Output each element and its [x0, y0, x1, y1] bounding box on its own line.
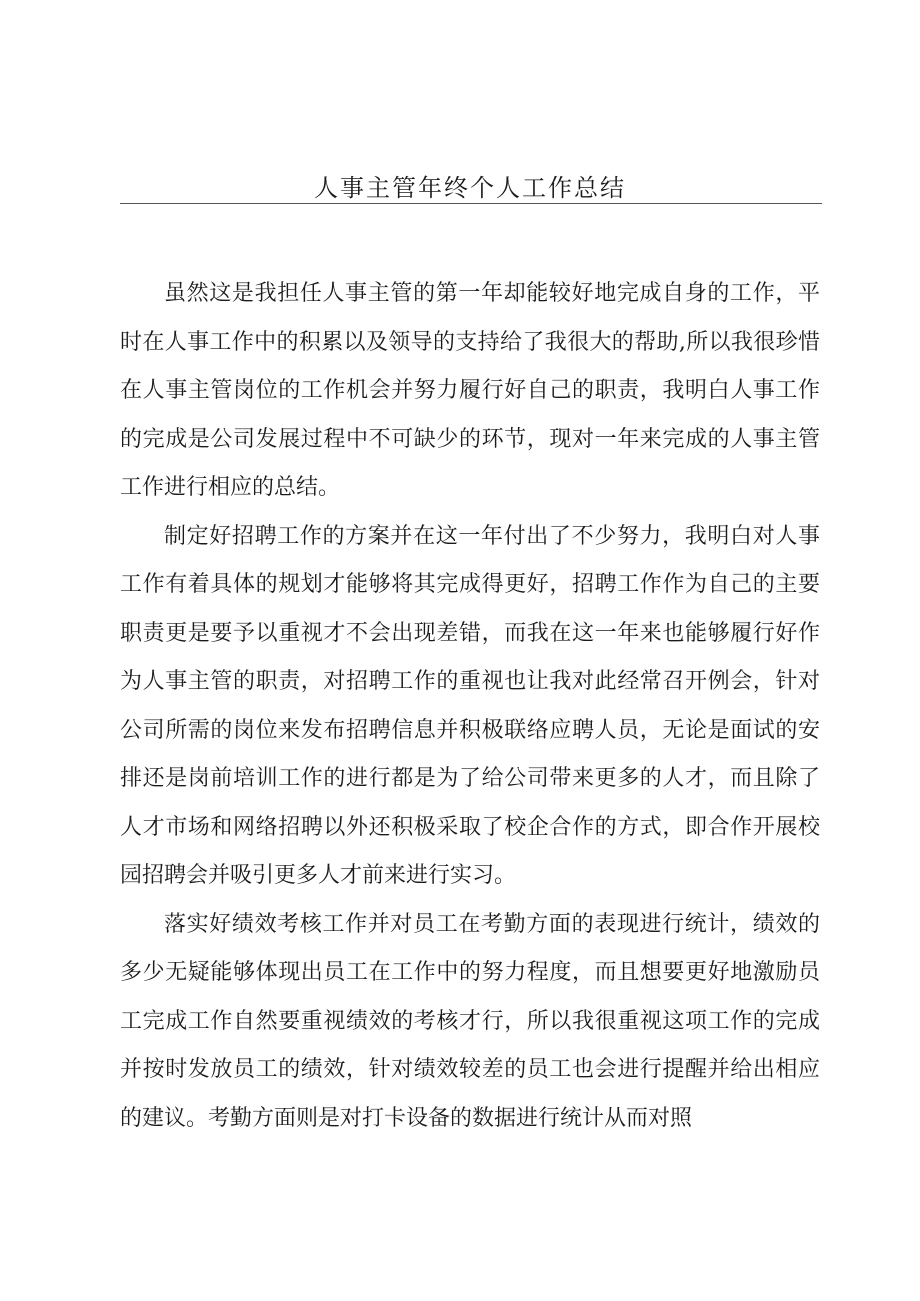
- document-title: 人事主管年终个人工作总结: [314, 174, 626, 202]
- paragraph-2: 制定好招聘工作的方案并在这一年付出了不少努力，我明白对人事工作有着具体的规划才能够将其完成得更好，招聘工作作为自己的主要职责更是要予以重视才不会出现差错，而我在这一年来也能够履行好作为人事主管的职责，对招聘工作的重视也让我对此经常召开例会，针对公司所需的岗位来发布招聘信息并积极联络应聘人员，无论是面试的安排还是岗前培训工作的进行都是为了给公司带来更多的人才，而且除了人才市场和网络招聘以外还积极采取了校企合作的方式，即合作开展校园招聘会并吸引更多人才前来进行实习。: [120, 523, 820, 888]
- document-body: [120, 270, 820, 1143]
- paragraph-1: 虽然这是我担任人事主管的第一年却能较好地完成自身的工作，平时在人事工作中的积累以及领导的支持给了我很大的帮助,所以我很珍惜在人事主管岗位的工作机会并努力履行好自己的职责，我明白人事工作的完成是公司发展过程中不可缺少的环节，现对一年来完成的人事主管工作进行相应的总结。: [120, 281, 820, 500]
- paragraph-3: 落实好绩效考核工作并对员工在考勤方面的表现进行统计，绩效的多少无疑能够体现出员工在工作中的努力程度，而且想要更好地激励员工完成工作自然要重视绩效的考核才行，所以我很重视这项工作的完成并按时发放员工的绩效，针对绩效较差的员工也会进行提醒并给出相应的建议。考勤方面则是对打卡设备的数据进行统计从而对照: [120, 911, 820, 1131]
- title-underline: [120, 203, 822, 204]
